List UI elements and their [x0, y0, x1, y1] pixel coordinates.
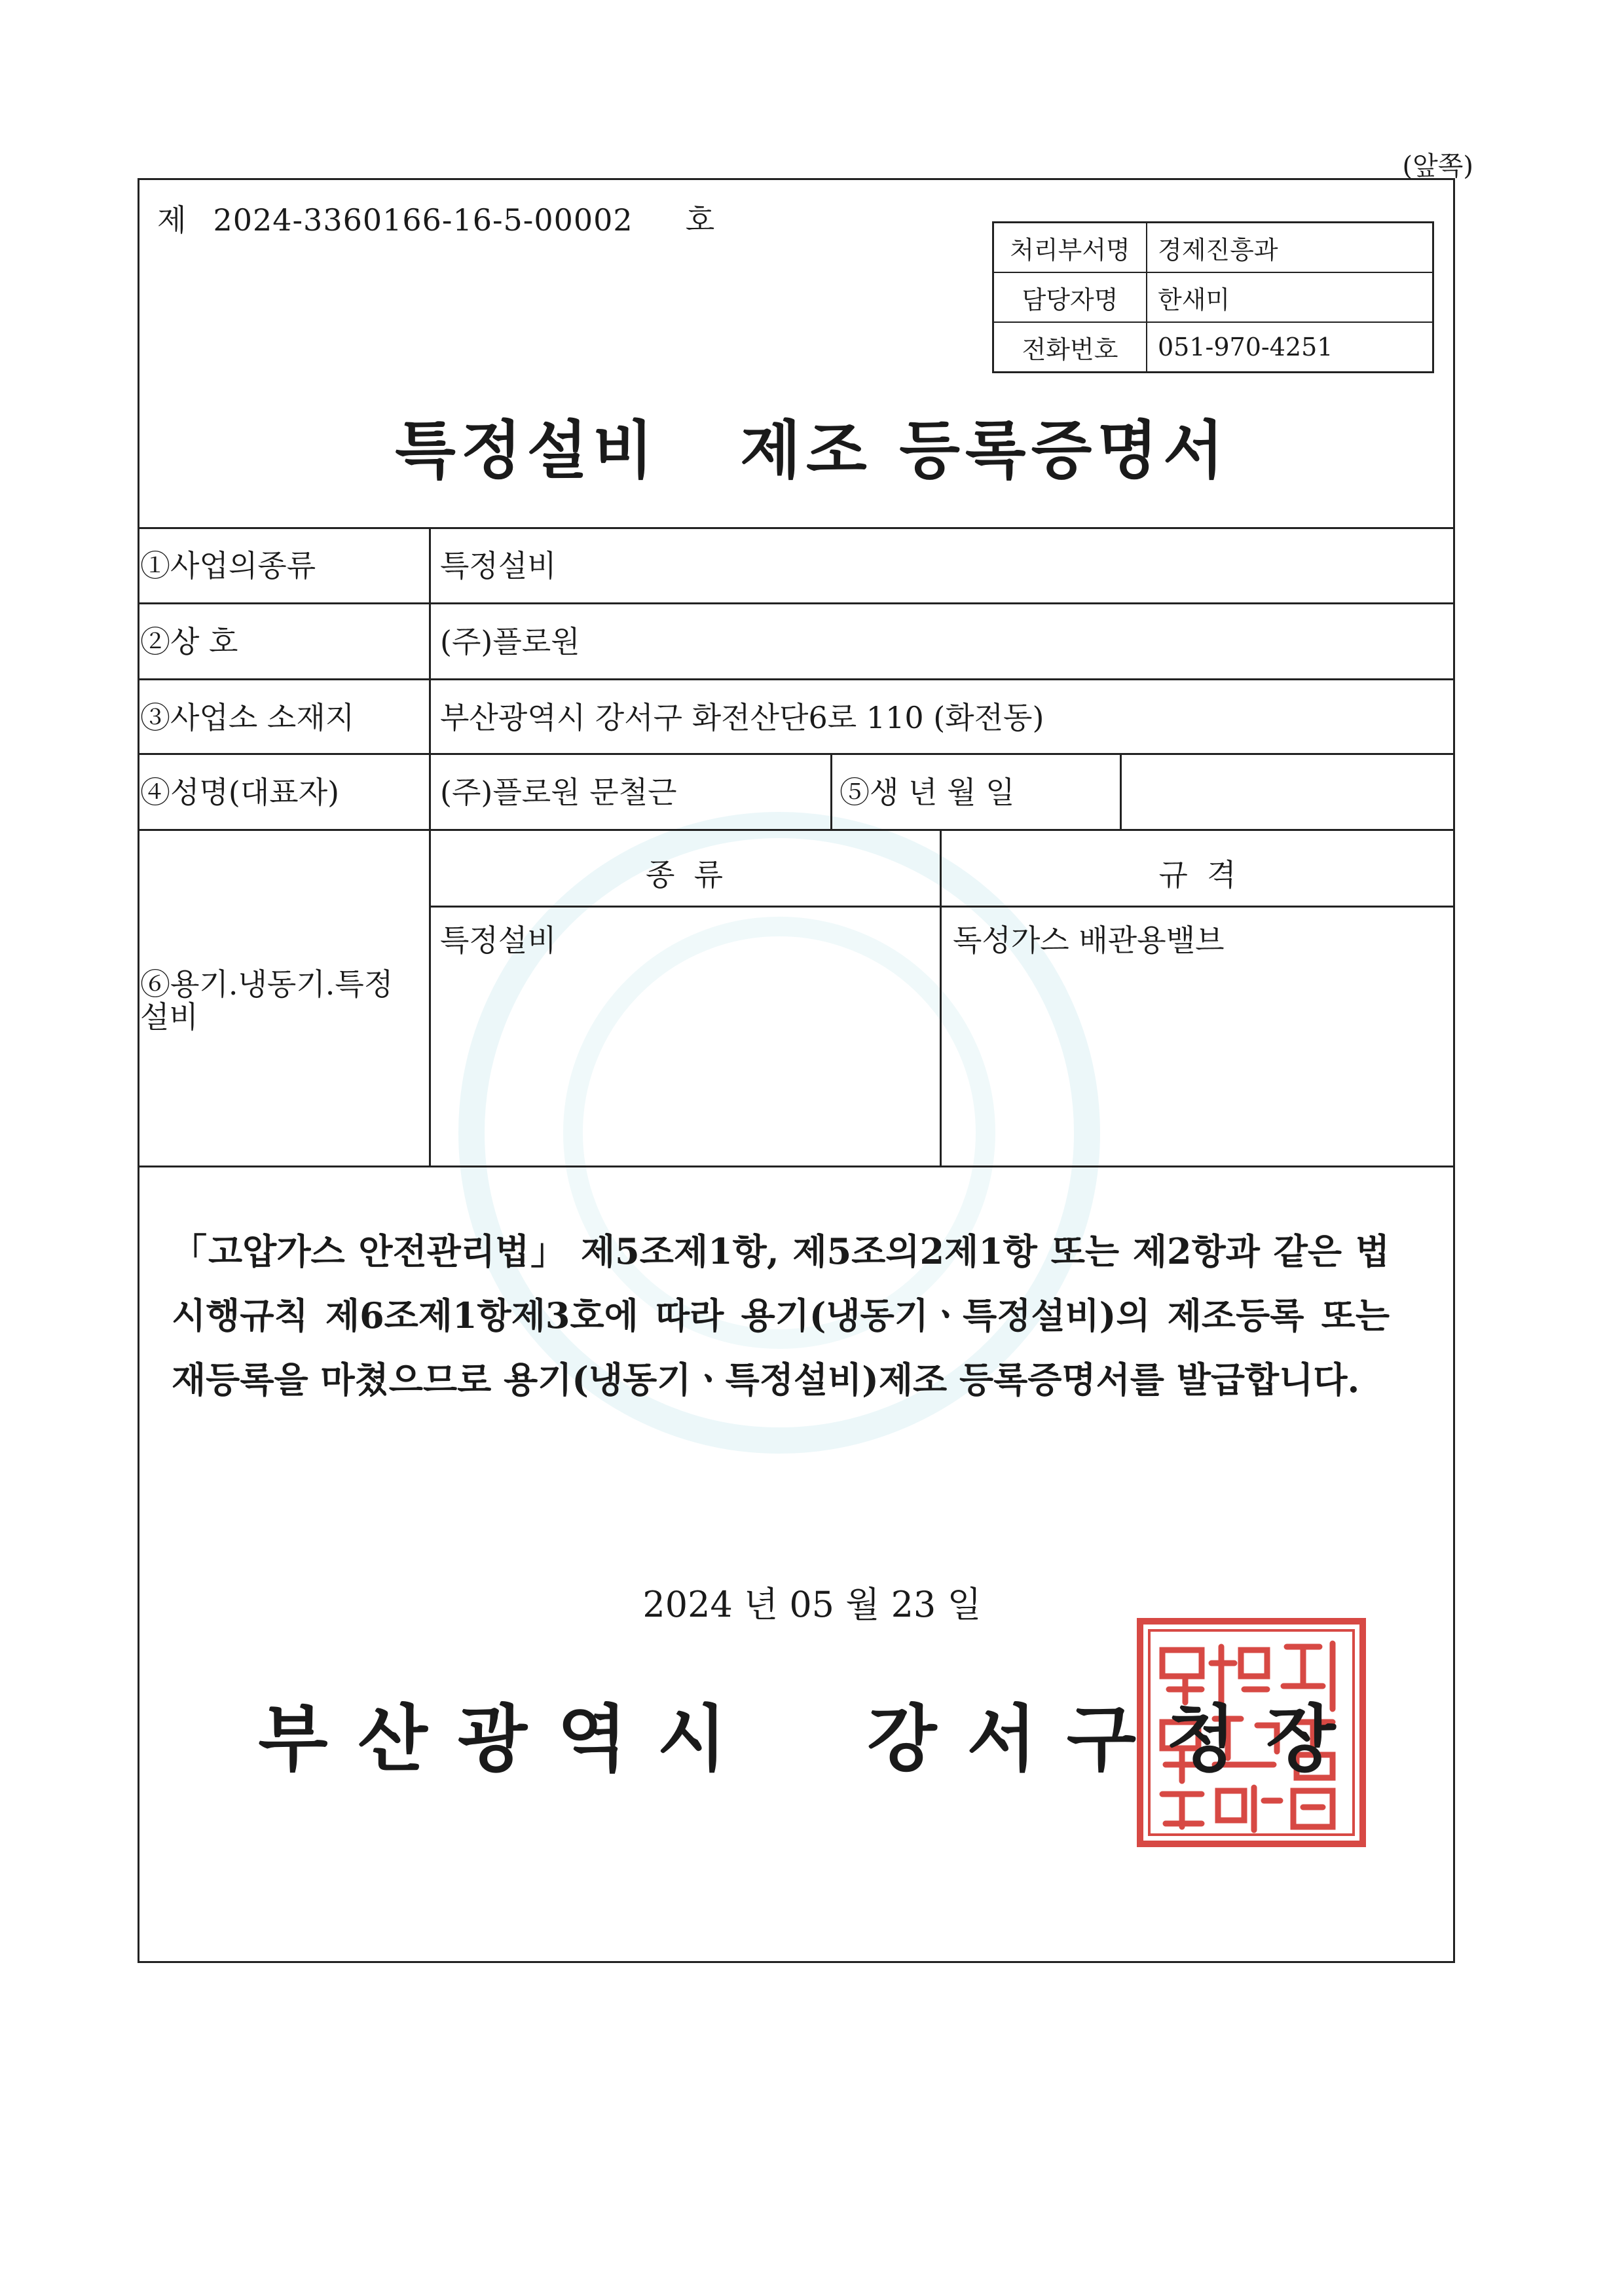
representative-value: (주)플로원 문철근	[440, 775, 677, 810]
type-header: 종 류	[645, 857, 724, 892]
document-title: 특정설비 제조 등록증명서	[395, 414, 1229, 487]
issue-year-unit: 년	[743, 1584, 779, 1625]
equipment-label-line2: 설비	[140, 999, 198, 1035]
certificate-number	[157, 196, 715, 240]
business-type-label: ①사업의종류	[140, 548, 316, 583]
business-type-value: 특정설비	[440, 548, 557, 583]
form-rule	[138, 1166, 1455, 1167]
spec-value: 독성가스 배관용밸브	[953, 923, 1225, 958]
cert-number-value: 2024-3360166-16-5-00002	[213, 202, 633, 238]
form-rule	[138, 527, 1455, 529]
cert-number-prefix: 제	[157, 202, 187, 238]
issue-date	[0, 1577, 1624, 1627]
trade-name-label: ②상 호	[140, 624, 238, 659]
manager-value: 한새미	[1147, 272, 1433, 322]
certificate-statement: 「고압가스 안전관리법」 제5조제1항, 제5조의2제1항 또는 제2항과 같은 법 시행규칙 제6조제1항제3호에 따라 용기(냉동기ㆍ특정설비)의 제조등록 또는 재등록을 마쳤으므로 용기(냉동기ㆍ특정설비)제조 등록증명서를 발급합니다.	[172, 1230, 1390, 1401]
address-label: ③사업소 소재지	[140, 700, 355, 735]
issue-month-unit: 월	[845, 1584, 880, 1625]
type-value: 특정설비	[440, 923, 557, 958]
form-column-rule	[1120, 753, 1122, 829]
address-value: 부산광역시 강서구 화전산단6로 110 (화전동)	[440, 700, 1044, 735]
department-value: 경제진흥과	[1147, 223, 1433, 273]
phone-row	[993, 322, 1433, 373]
form-column-rule	[830, 753, 832, 829]
phone-value: 051-970-4251	[1147, 322, 1433, 373]
form-rule	[138, 602, 1455, 604]
form-column-rule	[429, 527, 431, 1166]
department-label: 처리부서명	[993, 223, 1147, 273]
trade-name-value: (주)플로원	[440, 624, 580, 659]
manager-label: 담당자명	[993, 272, 1147, 322]
department-row	[993, 223, 1433, 273]
form-rule	[138, 678, 1455, 680]
equipment-label	[140, 968, 393, 1033]
issue-year: 2024	[642, 1584, 733, 1625]
birth-date-label: ⑤생 년 월 일	[840, 775, 1015, 810]
issue-day-unit: 일	[947, 1584, 982, 1625]
representative-label: ④성명(대표자)	[140, 775, 340, 810]
form-rule	[138, 829, 1455, 831]
issue-month: 05	[789, 1584, 835, 1625]
form-rule	[429, 906, 1455, 908]
department-info-table	[992, 221, 1434, 373]
equipment-label-line1: ⑥용기.냉동기.특정	[140, 966, 394, 1002]
issue-day: 23	[891, 1584, 936, 1625]
spec-header: 규 격	[1158, 857, 1236, 892]
phone-label: 전화번호	[993, 322, 1147, 373]
page-side-label: (앞쪽)	[1402, 151, 1473, 181]
issuing-authority: 부산광역시 강서구청장	[258, 1697, 1366, 1781]
manager-row	[993, 272, 1433, 322]
cert-number-suffix: 호	[685, 202, 716, 238]
form-rule	[138, 753, 1455, 755]
